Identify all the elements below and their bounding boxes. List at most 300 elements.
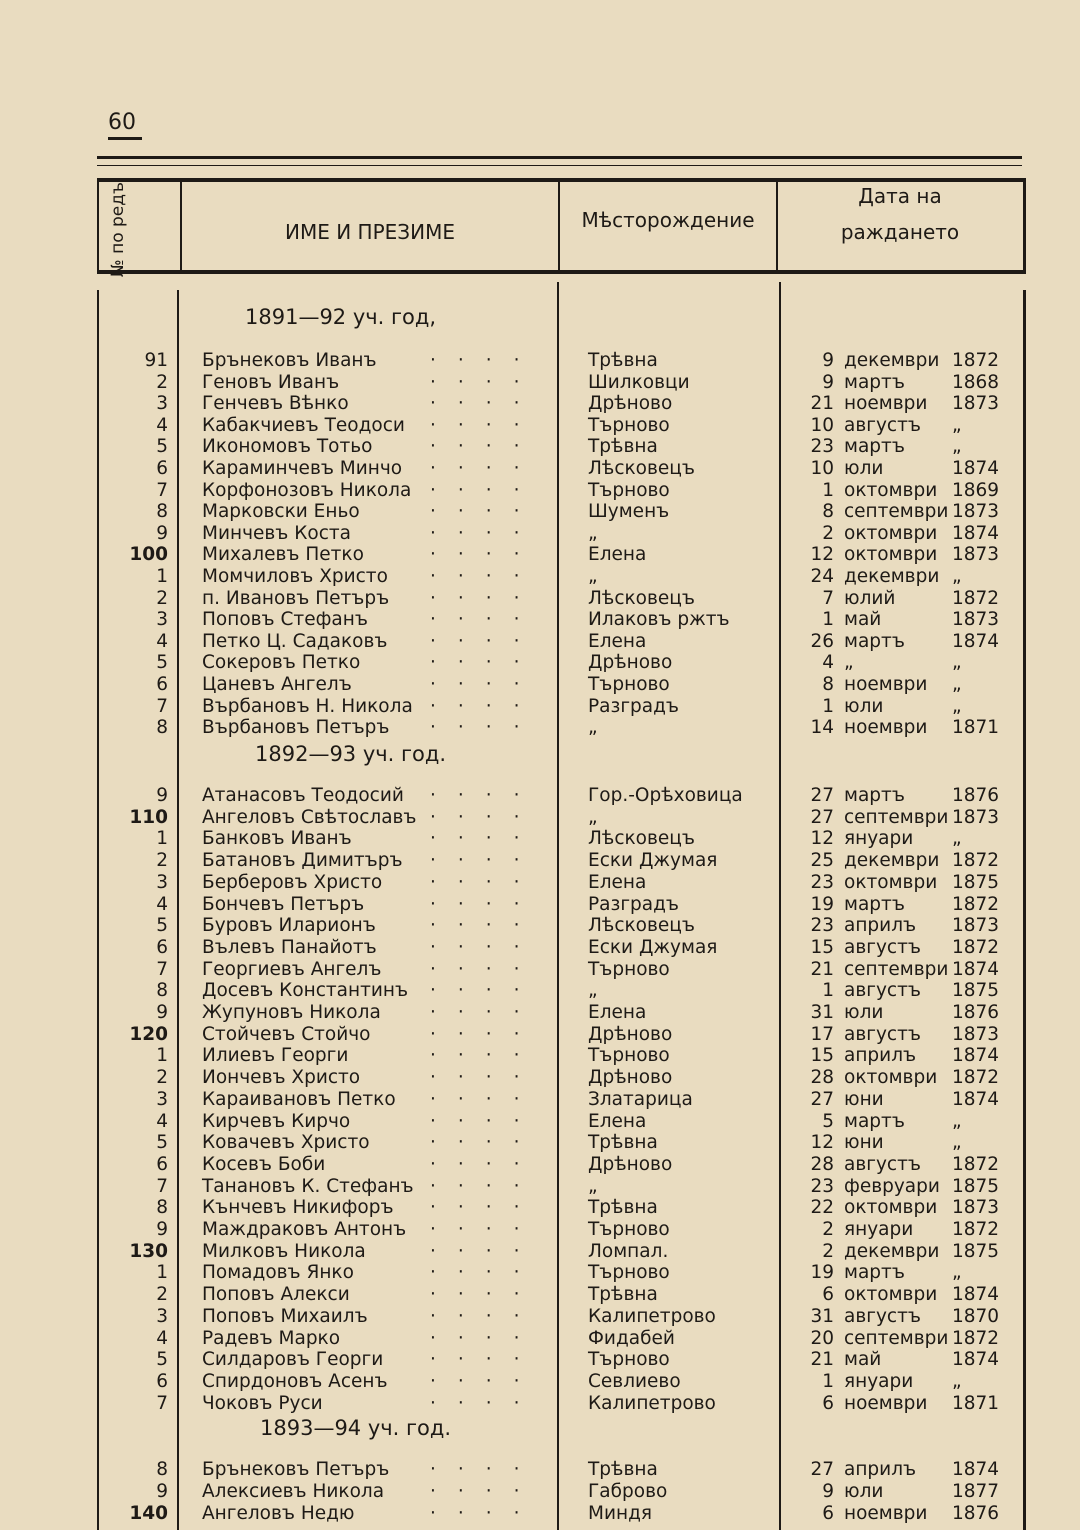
section-year: 1891—92 уч. год, [245, 305, 437, 329]
leader-dots: ···· [430, 785, 542, 806]
leader-dots: ···· [430, 1067, 542, 1088]
student-name: Ковачевъ Христо [202, 1132, 370, 1153]
birthplace: „ [588, 807, 598, 828]
birth-year: „ [952, 1111, 962, 1132]
row-number: 1 [156, 566, 168, 587]
leader-dots: ···· [430, 980, 542, 1001]
leader-dots: ···· [430, 566, 542, 587]
birth-day: 1 [822, 1371, 834, 1392]
leader-dots: ···· [430, 937, 542, 958]
row-number: 4 [156, 631, 168, 652]
birthplace: Елена [588, 544, 647, 565]
birth-month: януари [844, 1219, 914, 1240]
table-row [100, 631, 1018, 653]
student-name: Петко Ц. Садаковъ [202, 631, 388, 652]
table-row [100, 785, 1018, 807]
birthplace: Търново [588, 1262, 670, 1283]
birth-day: 12 [810, 828, 834, 849]
table-row [100, 652, 1018, 674]
birth-year: 1869 [952, 480, 1000, 501]
birth-year: 1876 [952, 1503, 1000, 1524]
leader-dots: ···· [430, 415, 542, 436]
leader-dots: ···· [430, 1393, 542, 1414]
birth-year: 1872 [952, 588, 1000, 609]
leader-dots: ···· [430, 1024, 542, 1045]
row-number: 6 [156, 674, 168, 695]
student-name: Милковъ Никола [202, 1241, 366, 1262]
table-row [100, 566, 1018, 588]
birthplace: Трѣвна [588, 1132, 658, 1153]
birthplace: Търново [588, 1349, 670, 1370]
table-row [100, 959, 1018, 981]
table-row [100, 850, 1018, 872]
row-number: 3 [156, 872, 168, 893]
student-name: Бончевъ Петъръ [202, 894, 365, 915]
birthplace: Дрѣново [588, 393, 673, 414]
birth-year: 1871 [952, 1393, 1000, 1414]
leader-dots: ···· [430, 850, 542, 871]
student-name: Кънчевъ Никифоръ [202, 1197, 394, 1218]
table-row [100, 1241, 1018, 1263]
birth-month: мартъ [844, 785, 905, 806]
birthplace: Елена [588, 872, 647, 893]
row-number: 8 [156, 1197, 168, 1218]
leader-dots: ···· [430, 1111, 542, 1132]
row-number: 5 [156, 652, 168, 673]
table-row [100, 1111, 1018, 1133]
birthplace: Гор.-Орѣховица [588, 785, 743, 806]
birth-year: 1872 [952, 1154, 1000, 1175]
birth-year: 1874 [952, 959, 1000, 980]
birth-month: мартъ [844, 436, 905, 457]
birth-month: септември [844, 1328, 949, 1349]
leader-dots: ···· [430, 1459, 542, 1480]
row-number: 7 [156, 480, 168, 501]
header-name: ИМЕ И ПРЕЗИМЕ [285, 220, 455, 244]
birth-year: 1875 [952, 980, 1000, 1001]
leader-dots: ···· [430, 1045, 542, 1066]
leader-dots: ···· [430, 1262, 542, 1283]
birth-day: 14 [810, 717, 834, 738]
birth-year: 1872 [952, 894, 1000, 915]
birth-month: юли [844, 458, 884, 479]
birth-year: „ [952, 828, 962, 849]
birthplace: Шилковци [588, 372, 690, 393]
student-name: Поповъ Михаилъ [202, 1306, 368, 1327]
student-name: Стойчевъ Стойчо [202, 1024, 371, 1045]
birth-month: юли [844, 696, 884, 717]
student-name: Силдаровъ Георги [202, 1349, 384, 1370]
leader-dots: ···· [430, 1328, 542, 1349]
birth-day: 25 [810, 850, 834, 871]
row-number: 7 [156, 1393, 168, 1414]
leader-dots: ···· [430, 959, 542, 980]
birth-year: 1873 [952, 915, 1000, 936]
row-number: 2 [156, 372, 168, 393]
birth-year: „ [952, 415, 962, 436]
student-name: Ангеловъ Недю [202, 1503, 355, 1524]
birthplace: Дрѣново [588, 1154, 673, 1175]
birth-month: ноември [844, 674, 928, 695]
leader-dots: ···· [430, 1241, 542, 1262]
row-number: 3 [156, 393, 168, 414]
leader-dots: ···· [430, 1503, 542, 1524]
birth-month: февруари [844, 1176, 940, 1197]
table-row [100, 1371, 1018, 1393]
birth-year: „ [952, 674, 962, 695]
table-row [100, 1002, 1018, 1024]
row-number: 5 [156, 436, 168, 457]
birth-day: 7 [822, 588, 834, 609]
birth-year: 1874 [952, 458, 1000, 479]
birth-month: септември [844, 959, 949, 980]
birth-year: 1875 [952, 872, 1000, 893]
table-row [100, 980, 1018, 1002]
birth-month: ноември [844, 393, 928, 414]
birth-day: 1 [822, 980, 834, 1001]
row-number: 7 [156, 696, 168, 717]
birth-month: октомври [844, 1197, 938, 1218]
student-name: Цаневъ Ангелъ [202, 674, 352, 695]
birth-year: 1873 [952, 807, 1000, 828]
section-year: 1893—94 уч. год. [260, 1416, 452, 1440]
birth-year: „ [952, 1262, 962, 1283]
student-name: Поповъ Стефанъ [202, 609, 368, 630]
birthplace: Търново [588, 480, 670, 501]
birth-day: 2 [822, 523, 834, 544]
leader-dots: ···· [430, 1089, 542, 1110]
birthplace: Лѣсковецъ [588, 588, 695, 609]
student-name: Батановъ Димитъръ [202, 850, 403, 871]
birth-year: 1876 [952, 1002, 1000, 1023]
table-row [100, 807, 1018, 829]
row-number: 4 [156, 894, 168, 915]
birthplace: Разградъ [588, 894, 679, 915]
leader-dots: ···· [430, 1371, 542, 1392]
table-row [100, 1503, 1018, 1525]
birth-day: 22 [810, 1197, 834, 1218]
row-number: 8 [156, 1459, 168, 1480]
birth-month: априлъ [844, 1459, 917, 1480]
row-number: 8 [156, 717, 168, 738]
row-number: 6 [156, 458, 168, 479]
leader-dots: ···· [430, 1176, 542, 1197]
birth-month: мартъ [844, 631, 905, 652]
leader-dots: ···· [430, 523, 542, 544]
student-name: Танановъ К. Стефанъ [202, 1176, 414, 1197]
birth-month: октомври [844, 872, 938, 893]
row-number: 120 [129, 1024, 168, 1045]
leader-dots: ···· [430, 1284, 542, 1305]
birth-year: 1873 [952, 501, 1000, 522]
birth-day: 5 [822, 1111, 834, 1132]
student-name: Върбановъ Петъръ [202, 717, 390, 738]
leader-dots: ···· [430, 1219, 542, 1240]
birth-month: септември [844, 807, 949, 828]
birthplace: Дрѣново [588, 652, 673, 673]
row-number: 2 [156, 850, 168, 871]
row-number: 5 [156, 1349, 168, 1370]
leader-dots: ···· [430, 696, 542, 717]
table-row [100, 415, 1018, 437]
student-name: Косевъ Боби [202, 1154, 326, 1175]
row-number: 91 [144, 350, 168, 371]
birth-day: 1 [822, 696, 834, 717]
birth-day: 24 [810, 566, 834, 587]
birth-year: 1870 [952, 1306, 1000, 1327]
student-name: Сокеровъ Петко [202, 652, 361, 673]
table-row [100, 1089, 1018, 1111]
birth-year: 1873 [952, 544, 1000, 565]
table-row [100, 1284, 1018, 1306]
student-name: Георгиевъ Ангелъ [202, 959, 382, 980]
birth-month: ноември [844, 1393, 928, 1414]
birth-month: юли [844, 1002, 884, 1023]
birth-month: септември [844, 501, 949, 522]
birthplace: Лѣсковецъ [588, 458, 695, 479]
birth-year: 1874 [952, 1459, 1000, 1480]
birth-day: 23 [810, 436, 834, 457]
birth-year: 1872 [952, 350, 1000, 371]
student-name: Жупуновъ Никола [202, 1002, 381, 1023]
birth-month: май [844, 1349, 882, 1370]
birth-month: декември [844, 350, 940, 371]
student-name: Илиевъ Георги [202, 1045, 349, 1066]
birth-day: 31 [810, 1306, 834, 1327]
row-number: 7 [156, 1176, 168, 1197]
table-row [100, 372, 1018, 394]
birth-month: мартъ [844, 1262, 905, 1283]
table-row [100, 1067, 1018, 1089]
student-name: Алексиевъ Никола [202, 1481, 385, 1502]
table-row [100, 523, 1018, 545]
leader-dots: ···· [430, 458, 542, 479]
birth-month: ноември [844, 717, 928, 738]
row-number: 9 [156, 1002, 168, 1023]
birth-day: 21 [810, 959, 834, 980]
birth-day: 15 [810, 937, 834, 958]
birth-day: 15 [810, 1045, 834, 1066]
birthplace: Илаковъ ржтъ [588, 609, 730, 630]
birth-day: 1 [822, 609, 834, 630]
row-number: 2 [156, 588, 168, 609]
student-name: Момчиловъ Христо [202, 566, 388, 587]
birth-month: августъ [844, 1154, 921, 1175]
birth-day: 31 [810, 1002, 834, 1023]
table-row [100, 1045, 1018, 1067]
birthplace: Габрово [588, 1481, 668, 1502]
birth-month: мартъ [844, 894, 905, 915]
leader-dots: ···· [430, 350, 542, 371]
birthplace: Дрѣново [588, 1024, 673, 1045]
birth-month: юни [844, 1089, 884, 1110]
leader-dots: ···· [430, 1154, 542, 1175]
student-name: Караминчевъ Минчо [202, 458, 403, 479]
birthplace: Търново [588, 1045, 670, 1066]
birthplace: „ [588, 566, 598, 587]
student-name: Берберовъ Христо [202, 872, 383, 893]
birth-day: 27 [810, 1459, 834, 1480]
birthplace: Лѣсковецъ [588, 828, 695, 849]
row-number: 1 [156, 1045, 168, 1066]
birth-month: декември [844, 850, 940, 871]
student-name: Геновъ Иванъ [202, 372, 340, 393]
leader-dots: ···· [430, 1349, 542, 1370]
row-number: 6 [156, 937, 168, 958]
birth-day: 27 [810, 807, 834, 828]
birthplace: Търново [588, 674, 670, 695]
birthplace: Златарица [588, 1089, 693, 1110]
table-row [100, 915, 1018, 937]
table-row [100, 1393, 1018, 1415]
leader-dots: ···· [430, 872, 542, 893]
row-number: 8 [156, 980, 168, 1001]
birthplace: Трѣвна [588, 1284, 658, 1305]
leader-dots: ···· [430, 1132, 542, 1153]
birthplace: „ [588, 717, 598, 738]
birth-year: „ [952, 696, 962, 717]
row-number: 5 [156, 1132, 168, 1153]
leader-dots: ···· [430, 717, 542, 738]
birth-year: 1874 [952, 1284, 1000, 1305]
birth-day: 9 [822, 372, 834, 393]
birth-month: „ [844, 652, 854, 673]
table-row [100, 696, 1018, 718]
birth-month: априлъ [844, 1045, 917, 1066]
student-name: Брънековъ Петъръ [202, 1459, 390, 1480]
birth-day: 12 [810, 544, 834, 565]
leader-dots: ···· [430, 393, 542, 414]
birth-month: октомври [844, 523, 938, 544]
birthplace: Ески Джумая [588, 850, 718, 871]
birthplace: Дрѣново [588, 1067, 673, 1088]
table-row [100, 501, 1018, 523]
student-name: Марковски Еньо [202, 501, 360, 522]
row-number: 7 [156, 959, 168, 980]
row-number: 3 [156, 1306, 168, 1327]
table-row [100, 828, 1018, 850]
birth-day: 19 [810, 1262, 834, 1283]
page-number: 60 [108, 110, 142, 140]
birth-month: августъ [844, 415, 921, 436]
student-name: Буровъ Илариoнъ [202, 915, 376, 936]
birth-month: януари [844, 828, 914, 849]
birth-year: „ [952, 652, 962, 673]
student-name: Чоковъ Руси [202, 1393, 323, 1414]
birthplace: Миндя [588, 1503, 653, 1524]
birth-year: 1872 [952, 850, 1000, 871]
birth-month: октомври [844, 1067, 938, 1088]
birth-month: юни [844, 1132, 884, 1153]
birth-day: 17 [810, 1024, 834, 1045]
leader-dots: ···· [430, 501, 542, 522]
student-name: Поповъ Алекси [202, 1284, 350, 1305]
table-row [100, 1306, 1018, 1328]
birth-month: май [844, 609, 882, 630]
row-number: 9 [156, 785, 168, 806]
student-name: Върбановъ Н. Никола [202, 696, 413, 717]
table-row [100, 1262, 1018, 1284]
birth-year: „ [952, 436, 962, 457]
birthplace: Ески Джумая [588, 937, 718, 958]
birth-day: 21 [810, 393, 834, 414]
birthplace: Елена [588, 1111, 647, 1132]
birth-day: 2 [822, 1241, 834, 1262]
student-name: Караивановъ Петко [202, 1089, 396, 1110]
birthplace: Трѣвна [588, 436, 658, 457]
birth-year: 1874 [952, 631, 1000, 652]
birth-year: 1872 [952, 1328, 1000, 1349]
leader-dots: ···· [430, 828, 542, 849]
student-name: Кабакчиевъ Теодоси [202, 415, 405, 436]
student-name: Генчевъ Вѣнко [202, 393, 349, 414]
birth-day: 20 [810, 1328, 834, 1349]
table-row [100, 350, 1018, 372]
section-year: 1892—93 уч. год. [255, 742, 447, 766]
student-name: Досевъ Константинъ [202, 980, 409, 1001]
birth-year: 1877 [952, 1481, 1000, 1502]
leader-dots: ···· [430, 1002, 542, 1023]
birth-day: 23 [810, 1176, 834, 1197]
table-row [100, 674, 1018, 696]
birth-month: априлъ [844, 915, 917, 936]
table-row [100, 1219, 1018, 1241]
student-name: Вълевъ Панайотъ [202, 937, 377, 958]
table-row [100, 1328, 1018, 1350]
birth-year: 1876 [952, 785, 1000, 806]
birthplace: Фидабей [588, 1328, 675, 1349]
row-number: 4 [156, 1328, 168, 1349]
birth-day: 12 [810, 1132, 834, 1153]
birthplace: Трѣвна [588, 1197, 658, 1218]
table-row [100, 1197, 1018, 1219]
birthplace: „ [588, 523, 598, 544]
birth-month: мартъ [844, 372, 905, 393]
leader-dots: ···· [430, 894, 542, 915]
birthplace: Търново [588, 415, 670, 436]
student-name: Ангеловъ Свѣтославъ [202, 807, 417, 828]
birth-year: 1874 [952, 523, 1000, 544]
birth-day: 9 [822, 1481, 834, 1502]
table-row [100, 393, 1018, 415]
table-row [100, 458, 1018, 480]
birth-day: 9 [822, 350, 834, 371]
birth-year: „ [952, 1132, 962, 1153]
row-number: 6 [156, 1154, 168, 1175]
birthplace: Калипетрово [588, 1393, 716, 1414]
student-name: Атанасовъ Теодосий [202, 785, 404, 806]
student-name: Кирчевъ Кирчо [202, 1111, 351, 1132]
table-row [100, 894, 1018, 916]
table-row [100, 937, 1018, 959]
birth-day: 27 [810, 1089, 834, 1110]
table-row [100, 588, 1018, 610]
birth-month: августъ [844, 980, 921, 1001]
birth-day: 21 [810, 1349, 834, 1370]
birthplace: „ [588, 1176, 598, 1197]
birth-day: 1 [822, 480, 834, 501]
row-number: 4 [156, 415, 168, 436]
birthplace: Елена [588, 1002, 647, 1023]
row-number: 9 [156, 523, 168, 544]
birth-month: августъ [844, 1024, 921, 1045]
birth-month: януари [844, 1371, 914, 1392]
birth-month: декември [844, 566, 940, 587]
table-row [100, 1132, 1018, 1154]
student-name: Банковъ Иванъ [202, 828, 352, 849]
table-row [100, 544, 1018, 566]
birth-month: августъ [844, 1306, 921, 1327]
